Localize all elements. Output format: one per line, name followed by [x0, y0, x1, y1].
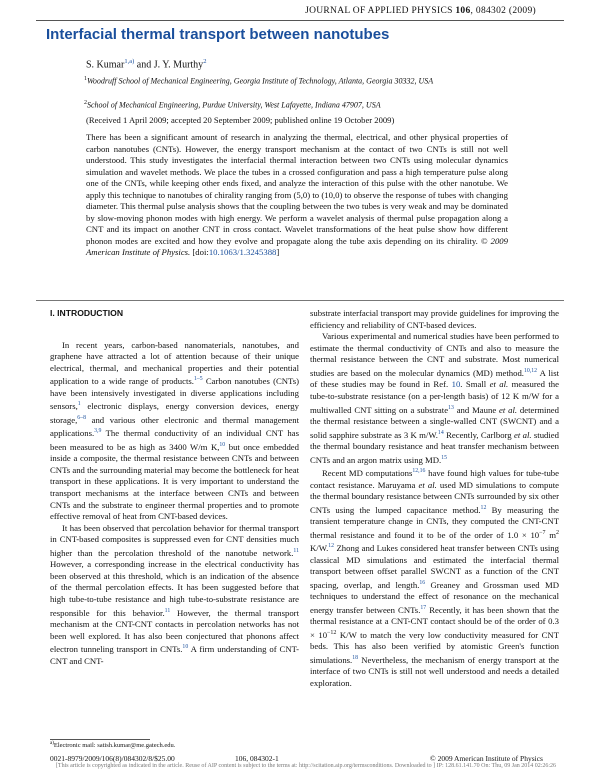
footnote-sup: a) [50, 741, 54, 746]
affiliation-1-text: Woodruff School of Mechanical Engineering, Georgia Institute of Technology, Atlanta, Georgia 30332, USA [87, 76, 434, 86]
text-run: Greaney and Grossman used MD techniques to understand the effect of resonance on the mechanical energy transfer between CNTs. [310, 579, 559, 615]
exponent: −7 [539, 529, 546, 536]
text-run: studied the thermal boundary resistance and heat transfer mechanism between CNTs and an argon matrix using MD. [310, 429, 559, 465]
citation[interactable]: 14 [437, 429, 444, 436]
text-run: In recent years, carbon-based nanomaterials, nanotubes, and graphene have attracted a lot of attention because of their unique electrical, thermal, and mechanical properties and their potential application to a wide range of products. [50, 339, 299, 387]
citation[interactable]: 1–5 [193, 376, 203, 383]
affiliation-1-sup: 1 [84, 76, 87, 82]
text-run: It has been observed that percolation behavior for thermal transport in CNT-based composites is suppressed even for CNT densities much higher than the percolation threshold of the nanotube network. [50, 522, 299, 558]
et-al: et al. [499, 404, 518, 415]
author-2: and J. Y. Murthy [136, 59, 204, 71]
author-2-sup[interactable]: 2 [203, 58, 207, 65]
citation[interactable]: 17 [420, 604, 427, 611]
left-column [50, 308, 299, 667]
intro-paragraph-continued: substrate interfacial transport may provide guidelines for improving the efficiency and reliability of CNT-based devices. [310, 308, 559, 330]
author-1: S. Kumar [86, 59, 125, 71]
citation[interactable]: 12 [328, 543, 335, 550]
text-run: and Maune [453, 404, 500, 415]
abstract [86, 132, 508, 259]
doi-suffix: ] [276, 247, 280, 257]
abstract-text: There has been a significant amount of research in analyzing the thermal, electrical, and other physical properties of carbon nanotubes (CNTs). However, the energy transport mechanism at the contact of two CNTs is still not well understood. This study investigates the interfacial thermal interaction between two CNTs using molecular dynamics simulation and wavelet methods. We place the tubes in a crossed configuration and pass a high temperature pulse along one of the CNTs, while keeping other ends fixed, and analyze the interaction of this pulse with the other nanotube. We apply this technique to nanotubes of chirality ranging from (5,0) to (10,0) to observe the response of tubes with changing diameter. This thermal pulse analysis shows that the coupling between the two tubes is very weak and may be dominated by slow-moving phonon modes with high energy. We perform a wavelet analysis of thermal pulse propagation along a CNT and its impact on another CNT in cross contact. Wavelet transformations of the heat pulse show how different phonon modes are excited and how they evolve and propagate along the tube axis depending on its chirality. [86, 132, 508, 246]
header-rule [36, 20, 564, 21]
download-watermark: [This article is copyrighted as indicated in the article. Reuse of AIP content is subject to the terms at: http://scitation.aip.org/termsconditions. Downloaded to ] IP: 128.61.141.70 On: Thu, 09 Jan 2014 02:26:26 [55, 763, 557, 769]
text-run: The thermal conductivity of an individual CNT has been measured to be as high as 3400 W/m K, [50, 428, 299, 452]
abstract-copyright: © 2009 American Institute of Physics. [86, 235, 508, 257]
text-run: Recent MD computations [322, 467, 413, 478]
text-run: m [545, 529, 556, 540]
footnote [50, 741, 175, 749]
et-al: et al. [489, 379, 509, 390]
citation[interactable]: 6–8 [77, 414, 86, 421]
page-number: 106, 084302-1 [235, 754, 279, 763]
citation[interactable]: 11 [293, 547, 299, 554]
text-run: Nevertheless, the mechanism of energy transport at the interface of two CNTs is still not well understood and needs a detailed exploration. [310, 654, 559, 689]
doi-prefix: [doi: [192, 247, 209, 257]
text-run: electronic displays, energy conversion devices, energy storage, [50, 401, 299, 425]
text-run: . Small [460, 379, 490, 390]
affiliation-2-text: School of Mechanical Engineering, Purdue University, West Lafayette, Indiana 47907, USA [87, 100, 381, 110]
intro-paragraph-3 [310, 331, 559, 466]
citation[interactable]: 16 [419, 579, 426, 586]
text-run: have found high values for tube-tube contact resistance. Maruyama [310, 467, 559, 490]
received-dates: (Received 1 April 2009; accepted 20 September 2009; published online 19 October 2009) [86, 115, 395, 125]
citation[interactable]: 18 [352, 654, 359, 661]
text-run: K/W. [310, 543, 329, 554]
reference-link[interactable]: 10 [451, 379, 461, 390]
text-run: However, the thermal transport mechanism at the CNT-CNT contacts in percolation networks has not been well explored. It has also been conjectured that phonons affect electron tunneling transport in CNTs. [50, 607, 299, 655]
citation[interactable]: 13 [448, 404, 454, 411]
intro-paragraph-2 [50, 523, 299, 668]
footnote-rule [50, 739, 150, 740]
text-run: Recently, Carlborg [443, 429, 514, 440]
citation[interactable]: 12 [480, 504, 487, 511]
text-run: Carbon nanotubes (CNTs) have been intensively investigated in diverse applications including sensors, [50, 376, 300, 412]
affiliation-1 [84, 74, 504, 87]
affiliation-2-sup: 2 [84, 100, 87, 106]
section-heading: I. INTRODUCTION [50, 308, 124, 318]
text-run: used MD simulations to compute the thermal boundary resistance between CNTs surrounded by six other CNTs using the lumped capacitance method. [310, 479, 559, 515]
journal-volume: 106 [455, 6, 471, 16]
text-run: However, a corresponding increase in the electrical conductivity has been observed at this threshold, which is an indication of the absence of the thermal percolation effects. It has been suggested before that high tube-to-tube resistance and high tube-to-substrate resistance are responsible for this behavior. [50, 559, 299, 618]
exponent: 2 [556, 529, 559, 536]
doi-link[interactable]: 10.1063/1.3245388 [208, 247, 277, 257]
abstract-rule [36, 300, 564, 301]
intro-paragraph-1 [50, 340, 299, 523]
text-run: but once embedded inside a composite, the thermal resistance between CNTs and between CNTs and the surrounding material may become the bottleneck for heat transport in these applications. It is very important to understand the transport mechanisms at the interface between CNTs and between CNTs and the substrate to engineer thermal properties and to promote effective removal of heat from CNT-based devices. [50, 441, 299, 522]
text-run: A list of these studies may be found in Ref. [310, 367, 559, 390]
journal-header: JOURNAL OF APPLIED PHYSICS 106, 084302 (2009) [305, 6, 536, 16]
journal-name: JOURNAL OF APPLIED PHYSICS [305, 6, 453, 16]
citation[interactable]: 11 [164, 607, 171, 614]
citation[interactable]: 15 [441, 454, 448, 461]
text-run: Recently, it has been shown that the thermal resistance at a CNT-CNT contact should be of the order of 0.3 × 10 [310, 604, 559, 640]
text-run: Various experimental and numerical studies have been performed to estimate the thermal conductivity of CNTs and also to measure the thermal resistance between the CNT and substrate. Most numerical studies are based on the molecular dynamics (MD) method. [310, 331, 559, 378]
citation[interactable]: 10 [182, 644, 189, 651]
text-run: A firm understanding of CNT-CNT and CNT- [50, 644, 299, 666]
text-run: By measuring the transient temperature change in CNTs, they computed the CNT-CNT thermal resistance and found it to be of the order of 1.0 × 10 [310, 504, 559, 540]
citation[interactable]: 1 [77, 401, 81, 408]
author-1-sup[interactable]: 1,a) [124, 58, 135, 65]
text-run: measured the tube-to-substrate resistance (on a per-length basis) of 12 K m/W for a multiwalled CNT sitting on a substrate [310, 379, 559, 415]
text-run: determined the thermal resistance between a single-walled CNT (SWCNT) and a solid sapphire substrate as 3 K m/W. [310, 404, 560, 440]
text-run: Zhong and Lukes considered heat transfer between CNTs using classical MD simulations and estimated the interfacial thermal transport between offset parallel SWCNT as a function of the CNT spacing, overlap, and length. [310, 543, 559, 590]
et-al: et al. [513, 429, 532, 440]
text-run: K/W to match the very low conductivity measured for CNT beds. This has also been verified by atomistic Green's function simulations. [310, 629, 559, 665]
citation[interactable]: 3,9 [94, 428, 102, 435]
intro-paragraph-4 [310, 466, 559, 690]
footnote-text: Electronic mail: satish.kumar@me.gatech.edu. [53, 742, 176, 750]
affiliation-2 [84, 98, 504, 111]
et-al: et al. [418, 479, 437, 490]
issn-code: 0021-8979/2009/106(8)/084302/8/$25.00 [50, 754, 175, 763]
citation[interactable]: 10 [219, 441, 226, 448]
publisher-copyright: © 2009 American Institute of Physics [430, 754, 543, 763]
citation[interactable]: 12,16 [412, 468, 426, 475]
article-number: 084302 (2009) [475, 6, 536, 16]
right-column [310, 308, 559, 690]
paper-title: Interfacial thermal transport between nanotubes [46, 26, 390, 43]
exponent: −12 [327, 629, 337, 636]
text-run: and various other electronic and thermal management applications. [50, 414, 299, 439]
citation[interactable]: 10,12 [523, 367, 538, 374]
author-line [86, 58, 206, 70]
